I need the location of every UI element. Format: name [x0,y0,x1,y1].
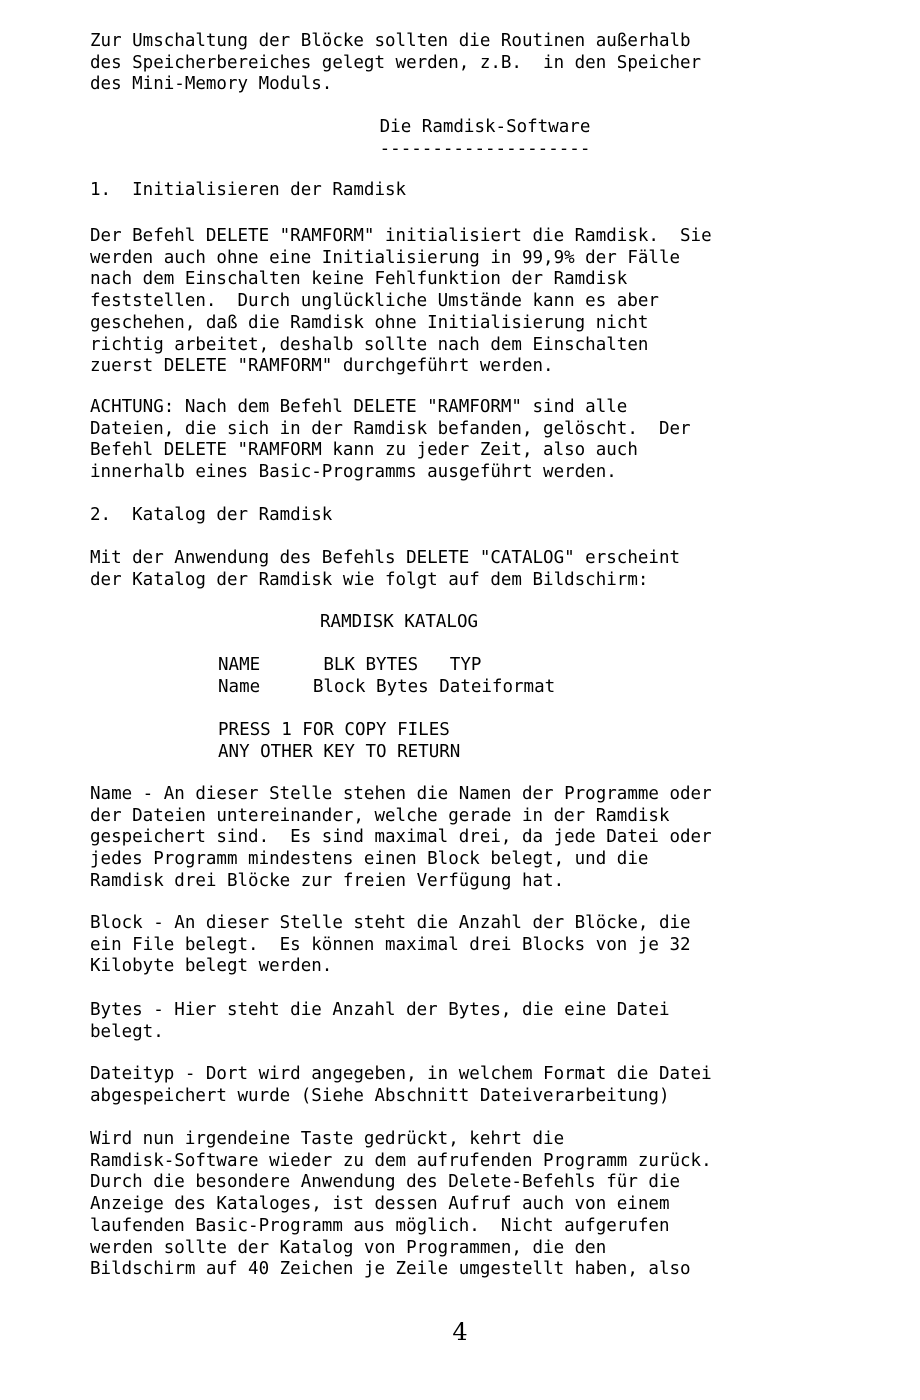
screen-header: NAME BLK BYTES TYP [218,655,482,675]
text-line: richtig arbeitet, deshalb sollte nach dem Einschalten [90,334,649,355]
text-line: Durch die besondere Anwendung des Delete-Befehls für die [90,1172,681,1193]
text-line: der Katalog der Ramdisk wie folgt auf dem Bildschirm: [90,569,649,590]
text-line: PRESS 1 FOR COPY FILES [218,720,450,740]
paragraph-taste [90,1129,880,1281]
paragraph-name [90,784,880,893]
text-line: Wird nun irgendeine Taste gedrückt, kehrt die [90,1129,565,1149]
text-line: Bytes - Hier steht die Anzahl der Bytes, die eine Datei [90,1000,670,1020]
text-line: Kilobyte belegt werden. [90,956,333,977]
text-line: werden auch ohne eine Initialisierung in 99,9% der Fälle [90,247,681,268]
text-line: Dateien, die sich in der Ramdisk befanden, gelöscht. Der [90,418,691,439]
text-line: Block - An dieser Stelle steht die Anzahl der Blöcke, die [90,913,691,933]
paragraph-initialisierung [90,226,880,378]
paragraph-achtung [90,397,880,484]
intro-paragraph [90,31,880,96]
text-line: Anzeige des Kataloges, ist dessen Aufruf auch von einem [90,1194,670,1215]
page-number: 4 [452,1318,468,1346]
text-line: Befehl DELETE "RAMFORM kann zu jeder Zeit, also auch [90,440,638,461]
paragraph-bytes [90,1000,880,1043]
text-line: der Dateien untereinander, welche gerade in der Ramdisk [90,805,670,826]
text-line: ein File belegt. Es können maximal drei Blocks von je 32 [90,934,691,955]
text-line: Name - An dieser Stelle stehen die Namen der Programme oder [90,784,712,804]
text-line: des Mini-Memory Moduls. [90,74,333,95]
section-heading [90,117,880,160]
text-line: geschehen, daß die Ramdisk ohne Initialisierung nicht [90,312,649,333]
text-line: laufenden Basic-Programm aus möglich. Nicht aufgerufen [90,1215,670,1236]
text-line: belegt. [90,1021,164,1042]
text-line: Bildschirm auf 40 Zeichen je Zeile umgestellt haben, also [90,1259,691,1280]
heading-initialisieren: 1. Initialisieren der Ramdisk [90,180,407,200]
text-line: abgespeichert wurde (Siehe Abschnitt Dateiverarbeitung) [90,1085,670,1106]
text-line: Zur Umschaltung der Blöcke sollten die Routinen außerhalb [90,31,691,51]
text-line: Mit der Anwendung des Befehls DELETE "CATALOG" erscheint [90,548,681,568]
text-line: ANY OTHER KEY TO RETURN [218,741,461,762]
section-underline: -------------------- [379,138,591,159]
text-line: gespeichert sind. Es sind maximal drei, da jede Datei oder [90,827,712,848]
heading-katalog: 2. Katalog der Ramdisk [90,505,333,525]
screen-title: RAMDISK KATALOG [320,612,479,632]
text-line: Der Befehl DELETE "RAMFORM" initialisiert die Ramdisk. Sie [90,226,712,246]
text-line: Ramdisk-Software wieder zu dem aufrufenden Programm zurück. [90,1150,712,1171]
text-line: des Speicherbereiches gelegt werden, z.B. in den Speicher [90,52,702,73]
text-line: nach dem Einschalten keine Fehlfunktion der Ramdisk [90,269,628,290]
text-line: werden sollte der Katalog von Programmen, die den [90,1237,607,1258]
screen-prompt [218,720,460,763]
paragraph-dateityp [90,1064,880,1107]
text-line: feststellen. Durch unglückliche Umstände kann es aber [90,291,659,312]
text-line: innerhalb eines Basic-Programms ausgeführt werden. [90,462,617,483]
text-line: zuerst DELETE "RAMFORM" durchgeführt werden. [90,356,554,377]
screen-description: Name Block Bytes Dateiformat [218,676,556,697]
text-line: Ramdisk drei Blöcke zur freien Verfügung hat. [90,870,565,891]
text-line: jedes Programm mindestens einen Block belegt, und die [90,849,649,870]
text-line: Dateityp - Dort wird angegeben, in welchem Format die Datei [90,1064,712,1084]
screen-columns [218,655,555,698]
section-title: Die Ramdisk-Software [379,117,591,137]
text-line: ACHTUNG: Nach dem Befehl DELETE "RAMFORM" sind alle [90,397,628,417]
paragraph-katalog [90,548,880,591]
paragraph-block [90,913,880,978]
